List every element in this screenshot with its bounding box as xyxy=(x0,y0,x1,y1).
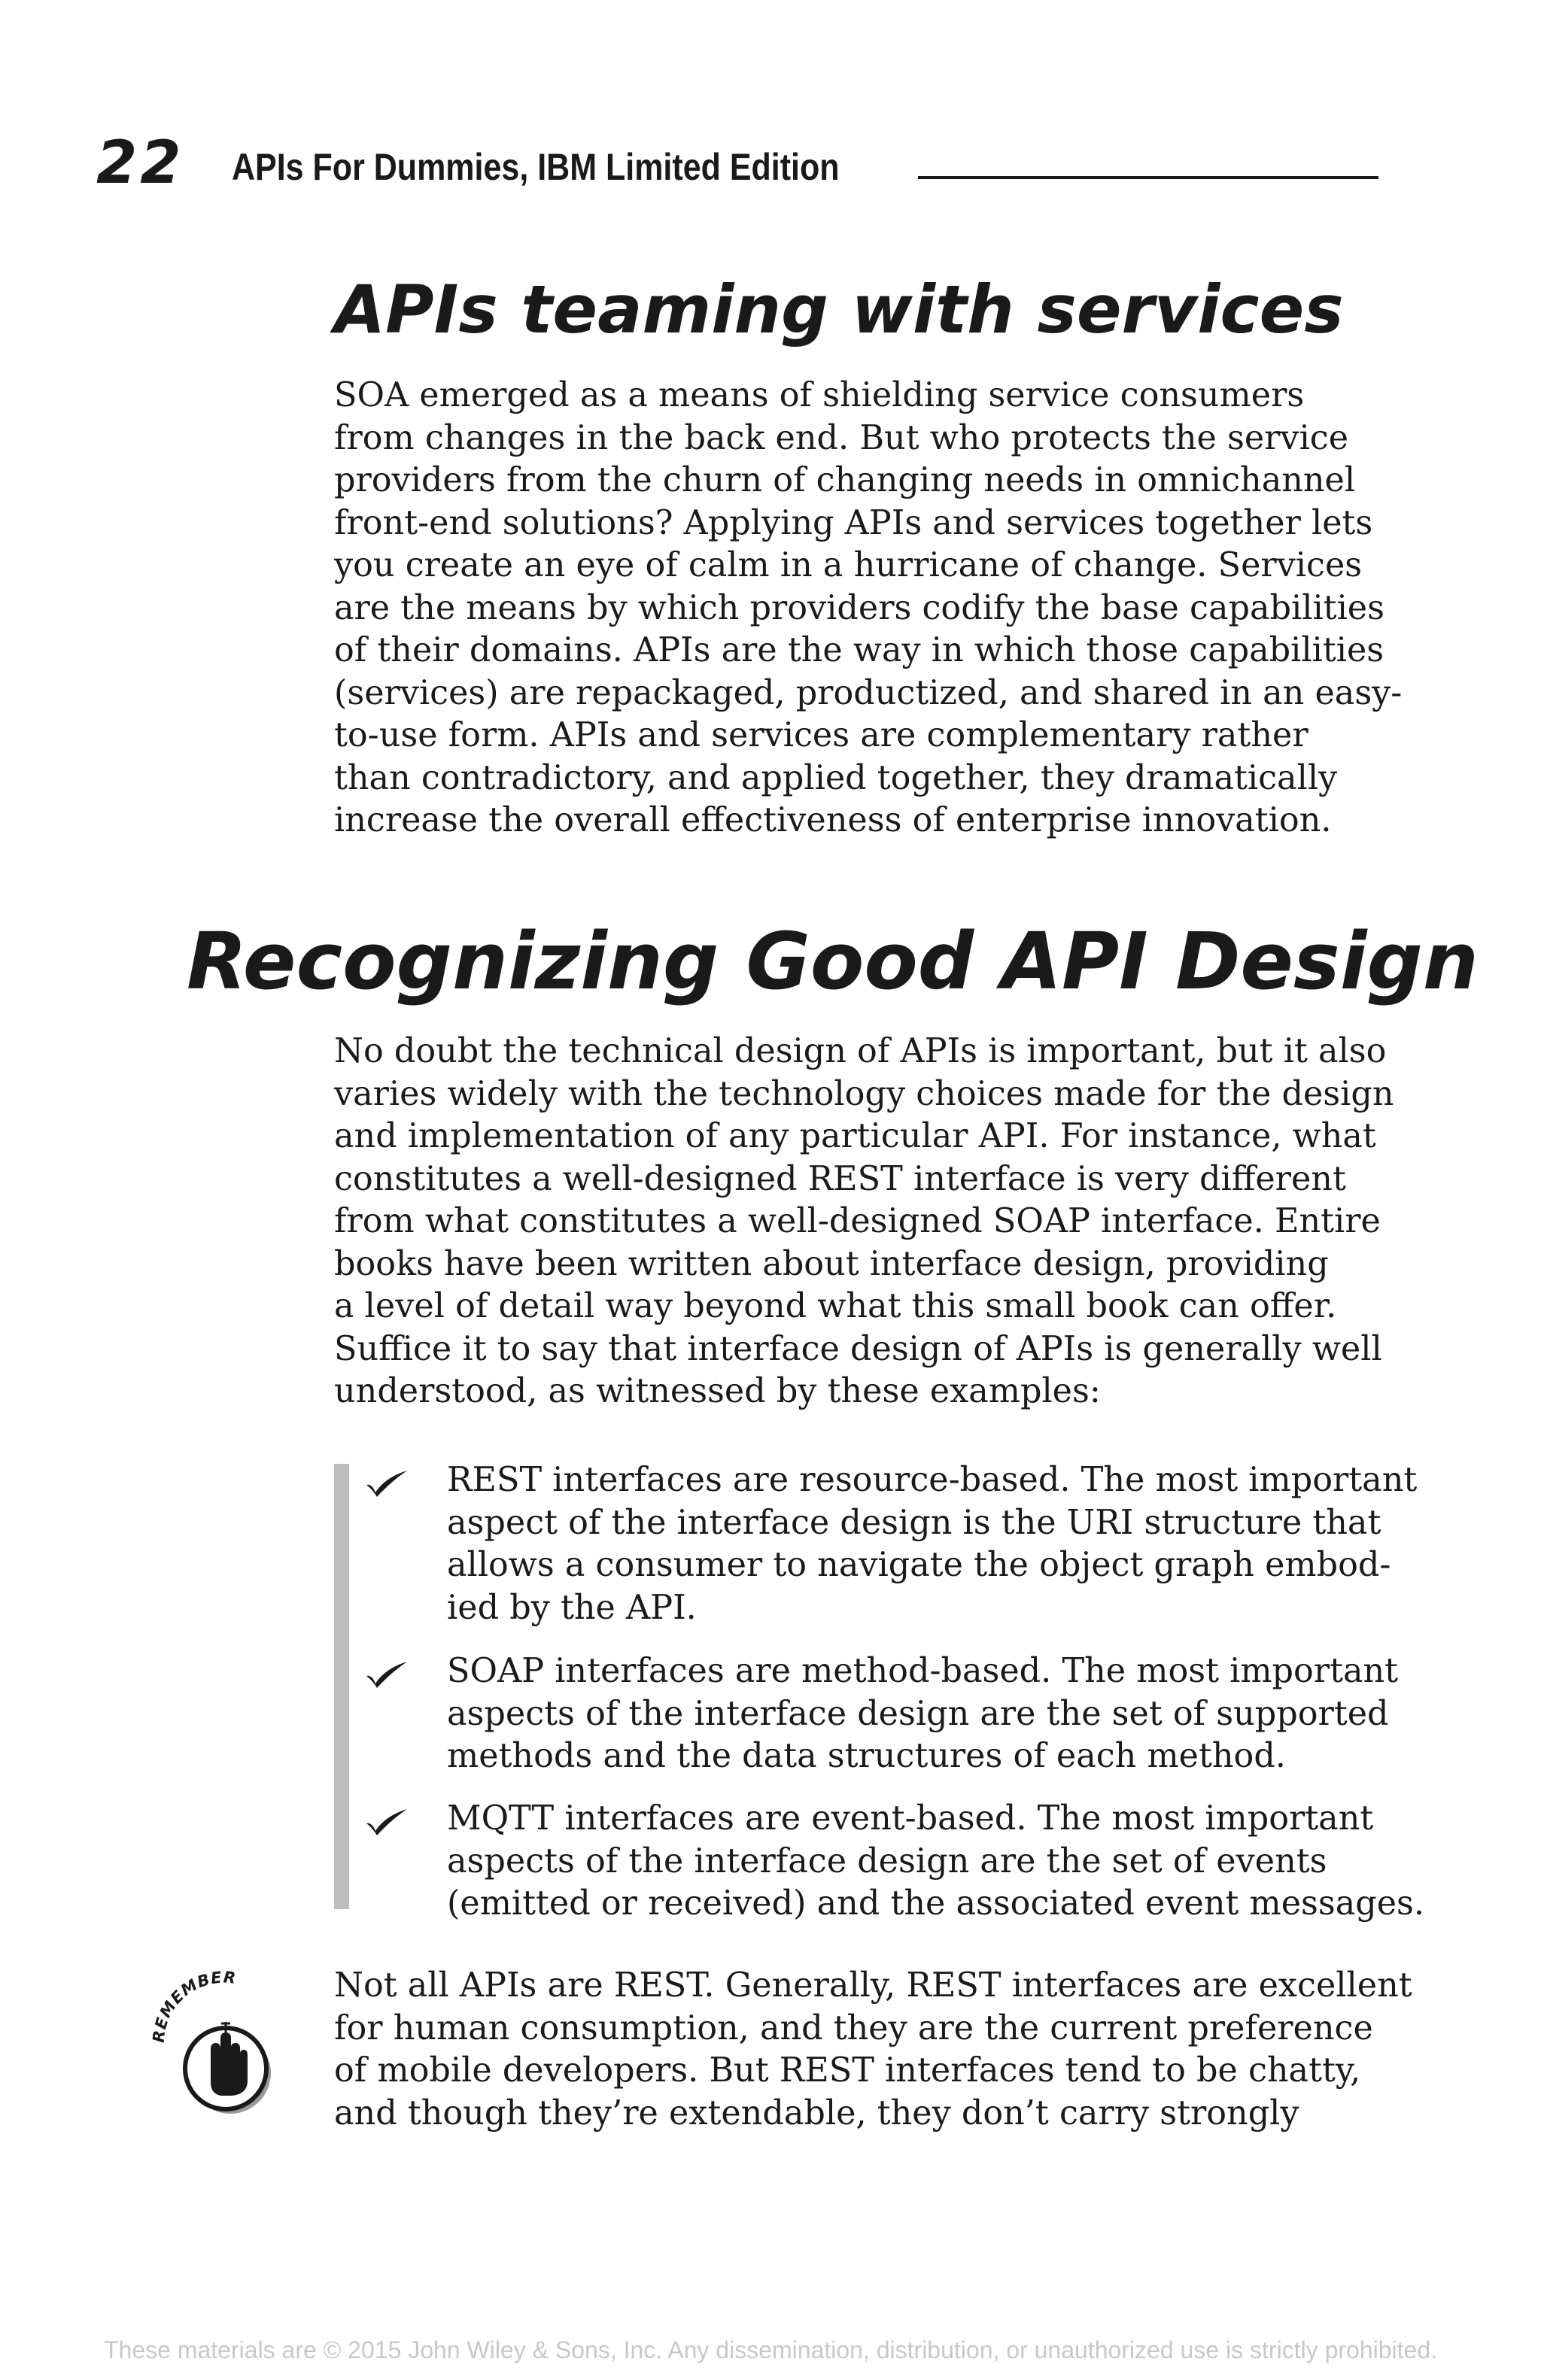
header-rule xyxy=(918,176,1378,179)
text-line: ied by the API. xyxy=(447,1588,697,1627)
section-1-paragraph xyxy=(334,375,1402,842)
text-line: from changes in the back end. But who protects the service xyxy=(334,418,1349,457)
text-line: you create an eye of calm in a hurricane of change. Services xyxy=(334,546,1363,584)
text-line: aspect of the interface design is the URI structure that xyxy=(447,1503,1381,1542)
running-head xyxy=(96,129,1378,197)
section-2-intro-paragraph xyxy=(334,1031,1394,1413)
section-heading-apis-teaming: APIs teaming with services xyxy=(334,271,1344,348)
text-line: from what constitutes a well-designed SOAP interface. Entire xyxy=(334,1202,1381,1240)
checkmark-icon xyxy=(364,1468,409,1498)
text-line: to-use form. APIs and services are complementary rather xyxy=(334,716,1308,754)
text-line: and implementation of any particular API. For instance, what xyxy=(334,1117,1376,1155)
text-line: aspects of the interface design are the set of events xyxy=(447,1841,1327,1881)
book-title: APIs For Dummies, IBM Limited Edition xyxy=(232,146,840,188)
bullet-list-sidebar xyxy=(334,1464,349,1909)
text-line: and though they’re extendable, they don’t carry strongly xyxy=(334,2093,1299,2133)
text-line: understood, as witnessed by these examples: xyxy=(334,1372,1101,1410)
text-line: MQTT interfaces are event-based. The most important xyxy=(447,1799,1374,1838)
text-line: No doubt the technical design of APIs is important, but it also xyxy=(334,1032,1387,1070)
text-line: (emitted or received) and the associated event messages. xyxy=(447,1884,1425,1923)
page-number: 22 xyxy=(96,129,184,197)
remember-icon xyxy=(147,1960,298,2118)
checkmark-icon xyxy=(364,1807,409,1837)
text-line: (services) are repackaged, productized, and shared in an easy- xyxy=(334,673,1403,712)
text-line: REST interfaces are resource-based. The most important xyxy=(447,1461,1418,1499)
chapter-heading-recognizing-good-api-design: Recognizing Good API Design xyxy=(187,915,1479,1007)
text-line: constitutes a well-designed REST interface is very different xyxy=(334,1159,1346,1198)
text-line: a level of detail way beyond what this small book can offer. xyxy=(334,1287,1337,1325)
bullet-text xyxy=(447,1459,1417,1629)
bullet-list xyxy=(334,1459,1425,1923)
remember-icon-label: REMEMBER xyxy=(149,1968,238,2044)
checkmark-icon xyxy=(364,1659,409,1689)
text-line: are the means by which providers codify the base capabilities xyxy=(334,588,1384,627)
text-line: providers from the churn of changing needs in omnichannel xyxy=(334,461,1356,499)
text-line: Not all APIs are REST. Generally, REST interfaces are excellent xyxy=(334,1966,1412,2005)
text-line: for human consumption, and they are the current preference xyxy=(334,2008,1373,2048)
text-line: SOA emerged as a means of shielding service consumers xyxy=(334,376,1305,414)
text-line: increase the overall effectiveness of enterprise innovation. xyxy=(334,801,1332,839)
text-line: SOAP interfaces are method-based. The most important xyxy=(447,1652,1399,1690)
text-line: varies widely with the technology choices made for the design xyxy=(334,1074,1394,1113)
remember-paragraph xyxy=(334,1965,1412,2135)
text-line: aspects of the interface design are the set of supported xyxy=(447,1694,1389,1733)
text-line: of mobile developers. But REST interfaces tend to be chatty, xyxy=(334,2051,1361,2090)
text-line: front-end solutions? Applying APIs and services together lets xyxy=(334,503,1373,542)
copyright-footer: These materials are © 2015 John Wiley & Sons, Inc. Any dissemination, distribution, or unauthorized use is strictly prohibited. xyxy=(104,2336,1437,2363)
bullet-text xyxy=(447,1798,1424,1926)
text-line: of their domains. APIs are the way in which those capabilities xyxy=(334,631,1384,669)
text-line: methods and the data structures of each method. xyxy=(447,1737,1286,1775)
text-line: allows a consumer to navigate the object graph embod- xyxy=(447,1546,1391,1584)
text-line: books have been written about interface design, providing xyxy=(334,1244,1329,1283)
text-line: than contradictory, and applied together, they dramatically xyxy=(334,758,1338,797)
text-line: Suffice it to say that interface design of APIs is generally well xyxy=(334,1329,1382,1368)
bullet-text xyxy=(447,1650,1398,1778)
